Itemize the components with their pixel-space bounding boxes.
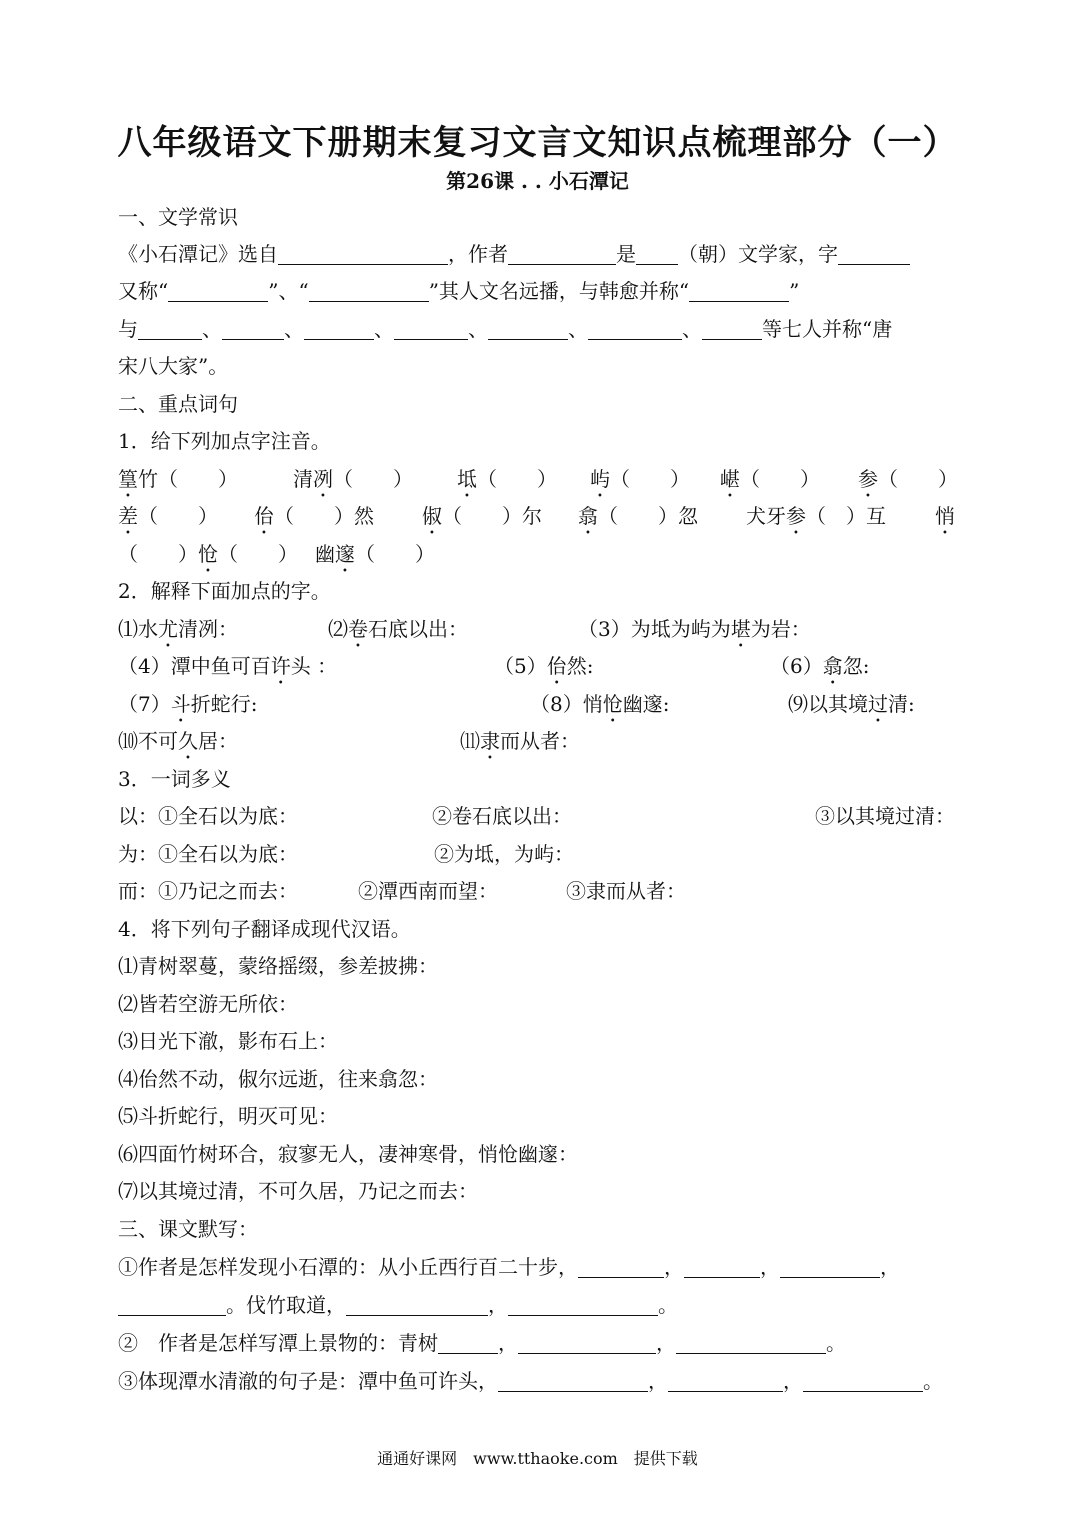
answer-blank[interactable] bbox=[346, 1295, 488, 1316]
text: 、 bbox=[568, 317, 588, 341]
polysemy-item: ③以其境过清： bbox=[815, 804, 955, 828]
page-title: 八年级语文下册期末复习文言文知识点梳理部分（一） bbox=[117, 123, 958, 163]
answer-blank[interactable] bbox=[278, 244, 448, 265]
text: ” bbox=[789, 279, 800, 303]
translation-item: ⑷佁然不动，俶尔远逝，往来翕忽： bbox=[118, 1067, 438, 1091]
answer-blank[interactable] bbox=[803, 1371, 923, 1392]
answer-blank[interactable] bbox=[684, 1257, 760, 1278]
explain-item: ⑾隶而从者： bbox=[460, 729, 580, 753]
text: ， bbox=[656, 1331, 676, 1355]
literature-line-1 bbox=[118, 239, 910, 269]
answer-blank[interactable] bbox=[508, 1295, 658, 1316]
question-3-label: 3．一词多义 bbox=[118, 767, 231, 791]
text: 、 bbox=[374, 317, 394, 341]
text: 又称“ bbox=[118, 279, 169, 303]
polysemy-item: 为：①全石以为底： bbox=[118, 842, 298, 866]
text: 与 bbox=[118, 317, 138, 341]
text: 、 bbox=[202, 317, 222, 341]
answer-blank[interactable] bbox=[488, 319, 568, 340]
text: 《小石潭记》选自 bbox=[118, 242, 278, 266]
text: ，作者 bbox=[448, 242, 508, 266]
translation-item: ⑴青树翠蔓，蒙络摇缀，参差披拂： bbox=[118, 954, 438, 978]
text: ， bbox=[880, 1255, 900, 1279]
text: ③体现潭水清澈的句子是：潭中鱼可许头， bbox=[118, 1369, 498, 1393]
text: 是 bbox=[616, 242, 636, 266]
text: 、 bbox=[682, 317, 702, 341]
text: 。伐竹取道， bbox=[226, 1293, 346, 1317]
translation-item: ⑵皆若空游无所依： bbox=[118, 992, 298, 1016]
pinyin-item: 清冽（ ） bbox=[293, 467, 413, 491]
answer-blank[interactable] bbox=[518, 1333, 656, 1354]
pinyin-item: 屿（ ） bbox=[590, 467, 690, 491]
pinyin-item: 幽邃（ ） bbox=[315, 542, 435, 566]
text: ② 作者是怎样写潭上景物的：青树 bbox=[118, 1331, 438, 1355]
text: ， bbox=[783, 1369, 803, 1393]
answer-blank[interactable] bbox=[780, 1257, 880, 1278]
answer-blank[interactable] bbox=[304, 319, 374, 340]
explain-item: ⑽不可久居： bbox=[118, 729, 238, 753]
answer-blank[interactable] bbox=[222, 319, 284, 340]
translation-item: ⑹四面竹树环合，寂寥无人，凄神寒骨，悄怆幽邃： bbox=[118, 1142, 578, 1166]
pinyin-item: 篁竹（ ） bbox=[118, 467, 238, 491]
answer-blank[interactable] bbox=[394, 319, 468, 340]
question-2-label: 2．解释下面加点的字。 bbox=[118, 579, 331, 603]
polysemy-item: ②卷石底以出： bbox=[432, 804, 572, 828]
literature-line-4: 宋八大家”。 bbox=[118, 354, 229, 378]
translation-item: ⑺以其境过清，不可久居，乃记之而去： bbox=[118, 1179, 478, 1203]
text: ”、“ bbox=[268, 279, 309, 303]
pinyin-item: 嵁（ ） bbox=[720, 467, 820, 491]
pinyin-item: 悄 bbox=[935, 504, 955, 528]
answer-blank[interactable] bbox=[508, 244, 616, 265]
translation-item: ⑶日光下澈，影布石上： bbox=[118, 1029, 338, 1053]
text: ”其人文名远播，与韩愈并称“ bbox=[428, 279, 690, 303]
literature-line-2 bbox=[118, 276, 799, 306]
text: 。 bbox=[923, 1369, 943, 1393]
answer-blank[interactable] bbox=[578, 1257, 664, 1278]
translation-item: ⑸斗折蛇行，明灭可见： bbox=[118, 1104, 338, 1128]
answer-blank[interactable] bbox=[138, 319, 202, 340]
explain-item: ⑴水尤清冽： bbox=[118, 617, 238, 641]
text: 等七人并称“唐 bbox=[762, 317, 893, 341]
answer-blank[interactable] bbox=[309, 281, 429, 302]
section-3-heading: 三、课文默写： bbox=[118, 1217, 258, 1241]
text: 。 bbox=[826, 1331, 846, 1355]
explain-item: （7）斗折蛇行: bbox=[118, 692, 258, 716]
answer-blank[interactable] bbox=[668, 1371, 783, 1392]
text: ①作者是怎样发现小石潭的：从小丘西行百二十步， bbox=[118, 1255, 578, 1279]
answer-blank[interactable] bbox=[498, 1371, 648, 1392]
text: 、 bbox=[468, 317, 488, 341]
answer-blank[interactable] bbox=[689, 281, 789, 302]
polysemy-item: ②为坻，为屿： bbox=[434, 842, 574, 866]
polysemy-item: ③隶而从者： bbox=[566, 879, 686, 903]
text: 。 bbox=[658, 1293, 678, 1317]
section-1-heading: 一、文学常识 bbox=[118, 205, 238, 229]
recitation-q1 bbox=[118, 1252, 900, 1282]
explain-item: ⑵卷石底以出： bbox=[328, 617, 468, 641]
answer-blank[interactable] bbox=[168, 281, 268, 302]
pinyin-item: 差（ ） bbox=[118, 504, 218, 528]
text: （朝）文学家，字 bbox=[678, 242, 838, 266]
question-4-label: 4．将下列句子翻译成现代汉语。 bbox=[118, 917, 411, 941]
polysemy-item: 以：①全石以为底： bbox=[118, 804, 298, 828]
answer-blank[interactable] bbox=[588, 319, 682, 340]
pinyin-item: 俶（ ）尔 bbox=[422, 504, 542, 528]
answer-blank[interactable] bbox=[636, 244, 678, 265]
pinyin-item: 参（ ） bbox=[858, 467, 958, 491]
explain-item: （5）佁然: bbox=[494, 654, 594, 678]
answer-blank[interactable] bbox=[676, 1333, 826, 1354]
text: 、 bbox=[284, 317, 304, 341]
answer-blank[interactable] bbox=[438, 1333, 498, 1354]
explain-item: （3）为坻为屿为堪为岩： bbox=[578, 617, 811, 641]
text: ， bbox=[498, 1331, 518, 1355]
explain-item: （4）潭中鱼可百许头 ： bbox=[118, 654, 338, 678]
lesson-subtitle: 第26课 . . 小石潭记 bbox=[446, 169, 629, 193]
recitation-q1-continued bbox=[118, 1290, 678, 1320]
pinyin-item: 佁（ ）然 bbox=[254, 504, 374, 528]
pinyin-item: 翕（ ）忽 bbox=[578, 504, 698, 528]
pinyin-item: （ ）怆（ ） bbox=[118, 542, 298, 566]
section-2-heading: 二、重点词句 bbox=[118, 392, 238, 416]
answer-blank[interactable] bbox=[838, 244, 910, 265]
recitation-q2 bbox=[118, 1328, 846, 1358]
polysemy-item: ②潭西南而望： bbox=[358, 879, 498, 903]
explain-item: ⑼以其境过清: bbox=[788, 692, 915, 716]
polysemy-item: 而：①乃记之而去： bbox=[118, 879, 298, 903]
recitation-q3 bbox=[118, 1366, 943, 1396]
question-1-label: 1．给下列加点字注音。 bbox=[118, 429, 331, 453]
literature-line-3 bbox=[118, 314, 892, 344]
text: ， bbox=[488, 1293, 508, 1317]
footer-source: 通通好课网 www.tthaoke.com 提供下载 bbox=[377, 1449, 698, 1468]
text: ， bbox=[664, 1255, 684, 1279]
text: ， bbox=[760, 1255, 780, 1279]
answer-blank[interactable] bbox=[702, 319, 762, 340]
explain-item: （8）悄怆幽邃: bbox=[530, 692, 670, 716]
text: ， bbox=[648, 1369, 668, 1393]
pinyin-item: 犬牙参（ ）互 bbox=[746, 504, 886, 528]
answer-blank[interactable] bbox=[118, 1295, 226, 1316]
explain-item: （6）翕忽: bbox=[770, 654, 870, 678]
pinyin-item: 坻（ ） bbox=[457, 467, 557, 491]
